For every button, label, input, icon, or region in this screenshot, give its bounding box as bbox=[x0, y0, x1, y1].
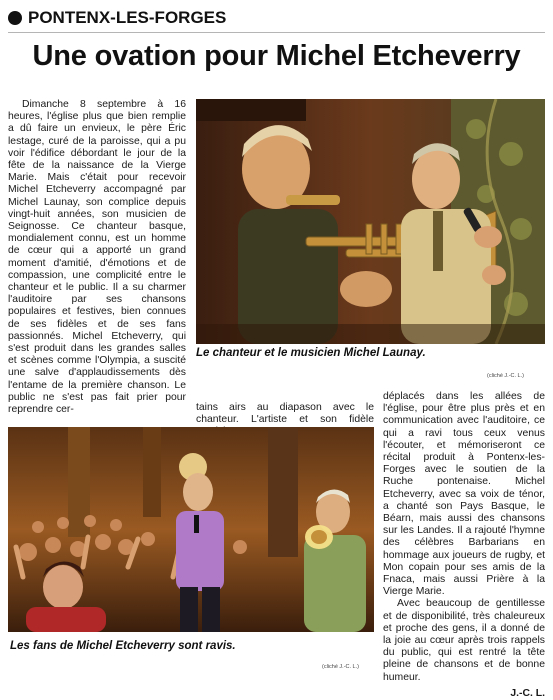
photo-bottom-caption: Les fans de Michel Etcheverry sont ravis. bbox=[10, 640, 236, 652]
photo-top-caption: Le chanteur et le musicien Michel Launay. bbox=[196, 347, 426, 359]
photo-top-credit: (cliché J.-C. L.) bbox=[487, 373, 524, 379]
bullet-icon bbox=[8, 11, 22, 25]
photo-top bbox=[196, 99, 545, 344]
article-column-3 bbox=[383, 391, 545, 700]
article-paragraph: Dimanche 8 septembre à 16 heures, l'église plus que bien remplie a dû faire un envieux, le père Éric lestage, curé de la paroisse, qui a pu voir l'édifice débordant le jour de la fête de la naissance de la Vierge Marie. Mais c'était pour recevoir Michel Etcheverry accompagné par Michel Launay, son complice depuis vingt-huit années, son musicien de Seignosse. Ce chanteur basque, mondialement connu, est un homme de cœur qui a apporté un grand moment d'amitié, d'émotions et de compassion, une complicité entre le chanteur et le public. Il a su charmer l'auditoire par ses chansons populaires et festives, bien connues de ses fidèles et de ses fans passionnés. Michel Etcheverry, qui s'est produit dans les grandes salles et scènes comme l'Olympia, a suscité une salve d'applaudissements dès l'entame de la première chanson. Le public ne s'est pas fait prier pour reprendre cer- bbox=[8, 99, 186, 416]
article-paragraph: tains airs au diapason avec le chanteur. L'artiste et son fidèle bbox=[196, 402, 374, 426]
author-signature: J.-C. L. bbox=[510, 687, 545, 699]
photo-bottom bbox=[8, 427, 374, 632]
article-paragraph: Avec beaucoup de gentillesse et de disponibilité, très chaleureux et proche des gens, il a donné de la joie au cœur après trois rappels du public, qui est rentré la tête pleine de chansons et de bonne humeur. bbox=[383, 598, 545, 683]
section-header bbox=[8, 6, 226, 30]
photo-bottom-credit: (cliché J.-C. L.) bbox=[322, 664, 359, 670]
section-label: PONTENX-LES-FORGES bbox=[28, 8, 227, 27]
divider bbox=[8, 32, 545, 33]
article-column-1 bbox=[8, 99, 186, 416]
article-paragraph: déplacés dans les allées de l'église, pour être plus près et en communication avec l'auditoire, ce qui a ravi tous ceux venus l'écouter, et mémoriseront ce récital produit à Pontenx-les-Forges avec le soutien de la Ruche pontenaise. Michel Etcheverry, avec sa voix de ténor, a chanté son Pays Basque, le Béarn, mais aussi des chansons sur les Landes. Il a rajouté l'hymne des célèbres Barbarians en hommage aux joueurs de rugby, et Mon copain pour ses amis de la Fnaca, mais aussi Prière à la Vierge Marie. bbox=[383, 391, 545, 598]
audience-photo bbox=[8, 427, 374, 632]
headline: Une ovation pour Michel Etcheverry bbox=[32, 40, 521, 72]
concert-photo bbox=[196, 99, 545, 344]
